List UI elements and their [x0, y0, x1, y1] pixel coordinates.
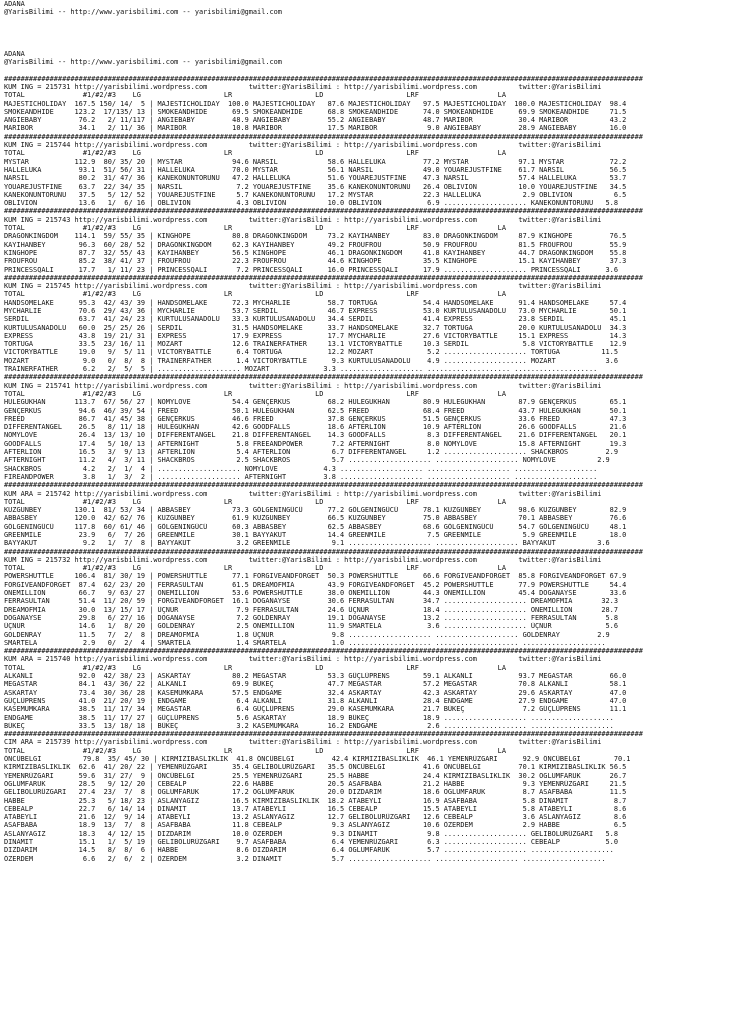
result-row: AFTERNIGHT 11.2 4/ 3/ 11 | SHACKBROS 2.5 SHACKBROS 5.7 .................... .................... NOMYLOVE 2.9 [4, 456, 610, 465]
result-row: GOLDENRAY 11.5 7/ 2/ 8 | DREAMOFMIA 1.8 ÜÇNUR 9.8 .................... .................... GOLDENRAY 2.9 [4, 630, 610, 639]
result-row: OBLIVION 13.6 1/ 6/ 16 | OBLIVION 4.3 OBLIVION 10.0 OBLIVION 6.9 .................... KANEKONUNTORUNU 5.8 [4, 199, 618, 208]
result-row: HABBE 25.3 5/ 18/ 23 | ASLANYAGIZ 16.5 KIRMIZIBASLIKLIK 18.2 ATABEYLI 16.9 ASAFBABA 5.8 DINAMIT 8.7 [4, 796, 627, 805]
column-header-row: TOTAL #1/#2/#3 LG LR LD LRF LA [4, 389, 506, 398]
result-row: FROUFROU 85.2 38/ 41/ 37 | FROUFROU 22.3 FROUFROU 44.6 KINGHOPE 35.5 KINGHOPE 15.1 KAYIHANBEY 37.3 [4, 257, 627, 266]
race-header: CIM ARA = 215739 http://yarisbilimi.wordpress.com twitter:@YarisBilimi : http://yarisbilimi.wordpress.com twitter:@YarisBilimi [4, 738, 602, 747]
result-row: SHACKBROS 4.2 2/ 1/ 4 | .................... NOMYLOVE 4.3 .................... .................... .................... [4, 464, 598, 473]
race-header: KUM ING = 215741 http://yarisbilimi.wordpress.com twitter:@YarisBilimi : http://yarisbilimi.wordpress.com twitter:@YarisBilimi [4, 381, 602, 390]
result-row: ONEMILLION 66.7 9/ 63/ 27 | ONEMILLION 53.6 POWERSHUTTLE 38.0 ONEMILLION 44.3 ONEMILLION 45.4 DOGANAYSE 33.6 [4, 589, 627, 598]
result-row: BÜKEÇ 33.5 13/ 18/ 18 | BÜKEÇ 3.2 KASEMUMKARA 16.2 ENDGAME 2.6 .................... .................... [4, 721, 614, 730]
column-header-row: TOTAL #1/#2/#3 LG LR LD LRF LA [4, 149, 506, 158]
result-row: SMOKEANDHIDE 123.2 17/135/ 13 | SMOKEANDHIDE 69.5 SMOKEANDHIDE 68.8 SMOKEANDHIDE 74.0 SMOKEANDHIDE 69.9 SMOKEANDHIDE 71.5 [4, 107, 627, 116]
column-header-row: TOTAL #1/#2/#3 LG LR LD LRF LA [4, 564, 506, 573]
result-row: SMARTELA 2.9 0/ 2/ 4 | SMARTELA 1.4 SMARTELA 1.0 .................... .................... .................... [4, 638, 606, 647]
result-row: YOUAREJUSTFINE 63.7 22/ 34/ 35 | NARSIL 7.2 YOUAREJUSTFINE 35.6 KANEKONUNTORUNU 26.4 OBLIVION 10.0 YOUAREJUSTFINE 34.5 [4, 182, 627, 191]
result-row: KASEMUMKARA 38.5 11/ 17/ 34 | MEGASTAR 6.4 GÜÇLÜPRENS 29.0 KASEMUMKARA 21.7 BÜKEÇ 7.2 GÜÇLÜPRENS 11.1 [4, 705, 627, 714]
separator-line: ########################################################################################################################################################## [4, 74, 643, 83]
result-row: HANDSOMELAKE 95.3 42/ 43/ 39 | HANDSOMELAKE 72.3 MYCHARLIE 58.7 TORTUGA 54.4 HANDSOMELAKE 91.4 HANDSOMELAKE 57.4 [4, 298, 627, 307]
race-header: KUM ING = 215745 http://yarisbilimi.wordpress.com twitter:@YarisBilimi : http://yarisbilimi.wordpress.com twitter:@YarisBilimi [4, 282, 602, 291]
result-row: ASLANYAGIZ 18.3 4/ 12/ 15 | DIZDARIM 10.0 ÖZERDEM 9.3 DINAMIT 9.8 .................... GELIBOLURÜZGARI 5.8 [4, 829, 618, 838]
result-row: EXPRESS 43.8 19/ 21/ 31 | EXPRESS 17.9 EXPRESS 17.7 MYCHARLIE 27.6 VICTORYBATTLE 15.1 EXPRESS 14.3 [4, 331, 627, 340]
race-header: KUM ARA = 215742 http://yarisbilimi.wordpress.com twitter:@YarisBilimi : http://yarisbilimi.wordpress.com twitter:@YarisBilimi [4, 489, 602, 498]
result-row: ENDGAME 38.5 11/ 17/ 27 | GÜÇLÜPRENS 5.6 ASKARTAY 18.9 BÜKEÇ 18.9 .................... .................... [4, 713, 614, 722]
page-header-line: ADANA [4, 0, 25, 8]
result-row: ÖNCÜBELGI 79.8 35/ 45/ 30 | KIRMIZIBASLIKLIK 41.8 ÖNCÜBELGI 42.4 KIRMIZIBASLIKLIK 46.1 YEMENRÜZGARI 92.9 ÖNCÜBELGI 70.1 [4, 755, 631, 764]
result-row: HALLELUKA 93.1 51/ 56/ 31 | HALLELUKA 70.0 MYSTAR 56.1 NARSIL 49.0 YOUAREJUSTFINE 61.7 NARSIL 56.5 [4, 165, 627, 174]
result-row: TRAINERFATHER 6.2 2/ 5/ 5 | .................... MOZART 3.3 .................... .................... .................... [4, 365, 598, 374]
blank-line [4, 17, 756, 25]
result-row: BAYYAKUT 9.2 1/ 7/ 8 | BAYYAKUT 3.2 GREENMILE 9.1 .................... .................... BAYYAKUT 3.6 [4, 539, 610, 548]
result-row: MAJESTICHOLIDAY 167.5 150/ 14/ 5 | MAJESTICHOLIDAY 100.0 MAJESTICHOLIDAY 87.6 MAJESTICHOLIDAY 97.5 MAJESTICHOLIDAY 100.0 MAJESTICHOLIDAY 98.4 [4, 99, 627, 108]
race-header: KUM ING = 215743 http://yarisbilimi.wordpress.com twitter:@YarisBilimi : http://yarisbilimi.wordpress.com twitter:@YarisBilimi [4, 215, 602, 224]
result-row: ASAFBABA 18.9 13/ 7/ 8 | ASAFBABA 11.8 CEBEALP 9.3 ASLANYAGIZ 10.6 ÖZERDEM 2.9 HABBE 6.5 [4, 821, 627, 830]
separator-line: ########################################################################################################################################################## [4, 730, 643, 739]
result-row: ÖZERDEM 6.6 2/ 6/ 2 | ÖZERDEM 3.2 DINAMIT 5.7 .................... .................... .................... [4, 854, 606, 863]
result-row: DIZDARIM 14.5 8/ 8/ 6 | HABBE 8.6 DIZDARIM 6.4 OGLUMFARUK 5.7 .................... .................... [4, 846, 614, 855]
result-row: FIREANDPOWER 3.8 1/ 3/ 2 | .................... AFTERNIGHT 3.8 .................... .................... .................... [4, 472, 598, 481]
separator-line: ########################################################################################################################################################## [4, 132, 643, 141]
result-row: FREED 86.7 41/ 45/ 38 | GENÇERKUS 46.6 FREED 37.8 GENÇERKUS 51.5 GENÇERKUS 33.6 FREED 47.3 [4, 414, 627, 423]
result-row: DIFFERENTANGEL 26.5 8/ 11/ 18 | HULEGUKHAN 42.6 GOODFALLS 18.6 AFTERLION 10.9 AFTERLION 26.6 GOODFALLS 21.6 [4, 423, 627, 432]
result-row: ABBASBEY 120.0 42/ 62/ 76 | KUZGUNBEY 61.9 KUZGUNBEY 66.5 KUZGUNBEY 75.0 ABBASBEY 70.1 ABBASBEY 76.6 [4, 514, 627, 523]
result-row: GREENMILE 23.9 6/ 7/ 26 | GREENMILE 30.1 BAYYAKUT 14.4 GREENMILE 7.5 GREENMILE 5.9 GREENMILE 18.0 [4, 531, 627, 539]
result-row: MARIBOR 34.1 2/ 11/ 36 | MARIBOR 10.8 MARIBOR 17.5 MARIBOR 9.0 ANGIEBABY 28.9 ANGIEBABY 16.0 [4, 124, 627, 133]
result-row: KUZGUNBEY 130.1 81/ 53/ 34 | ABBASBEY 73.3 GÖLGENINGÜCÜ 77.2 GÖLGENINGÜCÜ 78.1 KUZGUNBEY 98.6 KUZGUNBEY 82.9 [4, 506, 627, 515]
result-row: GOODFALLS 17.4 5/ 10/ 13 | AFTERNIGHT 5.8 FREEANDPOWER 7.2 AFTERNIGHT 8.0 NOMYLOVE 15.8 AFTERNIGHT 19.3 [4, 439, 627, 448]
separator-line: ########################################################################################################################################################## [4, 207, 643, 216]
result-row: ALKANLI 92.0 42/ 38/ 23 | ASKARTAY 80.2 MEGASTAR 53.3 GÜÇLÜPRENS 59.1 ALKANLI 93.7 MEGASTAR 66.0 [4, 672, 627, 681]
result-row: SERDIL 63.7 41/ 24/ 23 | KURTULUSANADOLU 33.3 KURTULUSANADOLU 34.4 SERDIL 41.4 EXPRESS 23.8 SERDIL 45.1 [4, 315, 627, 324]
race-header: KUM ARA = 215740 http://yarisbilimi.wordpress.com twitter:@YarisBilimi : http://yarisbilimi.wordpress.com twitter:@YarisBilimi [4, 655, 602, 664]
result-row: ATABEYLI 21.6 12/ 9/ 14 | ATABEYLI 13.2 ASLANYAGIZ 12.7 GELIBOLURÜZGARI 12.6 CEBEALP 3.6 ASLANYAGIZ 8.6 [4, 813, 627, 822]
result-row: GENÇERKUS 94.6 46/ 39/ 54 | FREED 50.1 HULEGUKHAN 62.5 FREED 68.4 FREED 43.7 HULEGUKHAN 50.1 [4, 406, 627, 415]
race-header: KUM ING = 215731 http://yarisbilimi.wordpress.com twitter:@YarisBilimi : http://yarisbilimi.wordpress.com twitter:@YarisBilimi [4, 82, 602, 91]
blank-line [4, 66, 756, 74]
column-header-row: TOTAL #1/#2/#3 LG LR LD LRF LA [4, 224, 506, 233]
separator-line: ########################################################################################################################################################## [4, 273, 643, 282]
result-row: GÜÇLÜPRENS 41.0 21/ 20/ 19 | ENDGAME 6.4 ALKANLI 31.8 ALKANLI 28.4 ENDGAME 27.9 ENDGAME 47.0 [4, 696, 627, 705]
result-row: MYCHARLIE 70.6 29/ 43/ 36 | MYCHARLIE 53.7 SERDIL 46.7 EXPRESS 53.0 KURTULUSANADOLU 73.0 MYCHARLIE 50.1 [4, 306, 627, 315]
result-row: KINGHOPE 87.7 32/ 55/ 43 | KAYIHANBEY 56.5 KINGHOPE 46.1 DRAGONKINGDOM 41.8 KAYIHANBEY 44.7 DRAGONKINGDOM 55.8 [4, 248, 627, 257]
separator-line: ########################################################################################################################################################## [4, 647, 643, 656]
result-row: OGLUMFARUK 28.5 9/ 12/ 20 | CEBEALP 22.6 HABBE 20.5 ASAFBABA 21.2 HABBE 9.3 YEMENRÜZGARI 21.5 [4, 779, 627, 788]
column-header-row: TOTAL #1/#2/#3 LG LR LD LRF LA [4, 497, 506, 506]
result-row: KAYIHANBEY 96.3 60/ 28/ 52 | DRAGONKINGDOM 62.3 KAYIHANBEY 49.2 FROUFROU 50.9 FROUFROU 81.5 FROUFROU 55.9 [4, 240, 627, 249]
result-row: YEMENRÜZGARI 59.6 31/ 27/ 9 | ÖNCÜBELGI 25.5 YEMENRÜZGARI 25.5 HABBE 24.4 KIRMIZIBASLIKLIK 30.2 OGLUMFARUK 26.7 [4, 771, 627, 780]
result-row: KURTULUSANADOLU 60.0 25/ 25/ 26 | SERDIL 31.5 HANDSOMELAKE 33.7 HANDSOMELAKE 32.7 TORTUGA 20.0 KURTULUSANADOLU 34.3 [4, 323, 627, 332]
result-row: FERRASULTAN 51.4 11/ 20/ 59 | FORGIVEANDFORGET 16.1 DOGANAYSE 30.6 FERRASULTAN 34.7 .................... DREAMOFMIA 32.3 [4, 597, 618, 606]
result-row: TORTUGA 33.5 23/ 16/ 11 | MOZART 12.6 TRAINERFATHER 13.1 VICTORYBATTLE 10.3 SERDIL 5.8 VICTORYBATTLE 12.9 [4, 340, 627, 349]
result-row: VICTORYBATTLE 19.0 9/ 5/ 11 | VICTORYBATTLE 6.4 TORTUGA 12.2 MOZART 5.2 .................... TORTUGA 11.5 [4, 348, 618, 357]
result-row: ANGIEBABY 76.2 2/ 11/117 | ANGIEBABY 48.9 ANGIEBABY 55.2 ANGIEBABY 48.7 MARIBOR 30.4 MARIBOR 43.2 [4, 116, 627, 125]
result-row: GELIBOLURÜZGARI 27.4 23/ 7/ 8 | OGLUMFARUK 17.2 OGLUMFARUK 20.0 DIZDARIM 18.6 OGLUMFARUK 8.7 ASAFBABA 11.5 [4, 788, 627, 797]
result-row: HULEGUKHAN 113.7 67/ 56/ 27 | NOMYLOVE 54.4 GENÇERKUS 68.2 HULEGUKHAN 80.9 HULEGUKHAN 87.9 GENÇERKUS 65.1 [4, 398, 627, 407]
column-header-row: TOTAL #1/#2/#3 LG LR LD LRF LA [4, 746, 506, 755]
result-row: ASKARTAY 73.4 30/ 36/ 28 | KASEMUMKARA 57.5 ENDGAME 32.4 ASKARTAY 42.3 ASKARTAY 29.6 ASKARTAY 47.0 [4, 688, 627, 697]
result-row: CEBEALP 22.7 6/ 14/ 14 | DINAMIT 13.7 ATABEYLI 16.5 CEBEALP 15.5 ATABEYLI 5.8 ATABEYLI 8.6 [4, 804, 627, 813]
separator-line: ########################################################################################################################################################## [4, 373, 643, 382]
result-row: ÜÇNUR 14.6 1/ 8/ 20 | GOLDENRAY 2.5 ONEMILLION 11.9 SMARTELA 3.6 .................... ÜÇNUR 5.6 [4, 622, 618, 631]
result-row: DOGANAYSE 29.8 6/ 27/ 16 | DOGANAYSE 7.2 GOLDENRAY 19.1 DOGANAYSE 13.2 .................... FERRASULTAN 5.8 [4, 613, 618, 622]
result-row: FORGIVEANDFORGET 87.4 62/ 23/ 20 | FERRASULTAN 61.5 DREAMOFMIA 43.9 FORGIVEANDFORGET 45.2 POWERSHUTTLE 77.9 POWERSHUTTLE 54.4 [4, 580, 627, 589]
result-row: DINAMIT 15.1 1/ 5/ 19 | GELIBOLURÜZGARI 9.7 ASAFBABA 6.4 YEMENRÜZGARI 6.3 .................... CEBEALP 5.0 [4, 837, 618, 846]
result-row: MYSTAR 112.9 80/ 35/ 20 | MYSTAR 94.6 NARSIL 58.6 HALLELUKA 77.2 MYSTAR 97.1 MYSTAR 72.2 [4, 157, 627, 166]
blank-line [4, 41, 756, 49]
result-row: MOZART 9.0 0/ 8/ 8 | TRAINERFATHER 1.4 VICTORYBATTLE 9.3 KURTULUSANADOLU 4.9 .................... MOZART 3.6 [4, 356, 618, 365]
column-header-row: TOTAL #1/#2/#3 LG LR LD LRF LA [4, 290, 506, 299]
result-row: AFTERLION 16.5 3/ 9/ 13 | AFTERLION 5.4 AFTERLION 6.7 DIFFERENTANGEL 1.2 .................... SHACKBROS 2.9 [4, 448, 618, 457]
column-header-row: TOTAL #1/#2/#3 LG LR LD LRF LA [4, 91, 506, 100]
race-header: KUM ING = 215744 http://yarisbilimi.wordpress.com twitter:@YarisBilimi : http://yarisbilimi.wordpress.com twitter:@YarisBilimi [4, 141, 602, 150]
column-header-row: TOTAL #1/#2/#3 LG LR LD LRF LA [4, 663, 506, 672]
result-row: NOMYLOVE 26.4 13/ 13/ 10 | DIFFERENTANGEL 21.8 DIFFERENTANGEL 14.3 GOODFALLS 8.3 DIFFERENTANGEL 21.6 DIFFERENTANGEL 20.1 [4, 431, 627, 440]
result-row: KANEKONUNTORUNU 37.5 5/ 12/ 52 | YOUAREJUSTFINE 5.7 KANEKONUNTORUNU 17.2 MYSTAR 22.3 HALLELUKA 2.9 OBLIVION 6.5 [4, 190, 627, 199]
result-row: PRINCESSQALI 17.7 1/ 11/ 23 | PRINCESSQALI 7.2 PRINCESSQALI 16.0 PRINCESSQALI 17.9 .................... PRINCESSQALI 3.6 [4, 265, 618, 274]
page-header-line: @YarisBilimi -- http://www.yarisbilimi.com -- yarisbilimi@gmail.com [4, 58, 282, 67]
result-row: DREAMOFMIA 30.0 13/ 15/ 17 | ÜÇNUR 7.9 FERRASULTAN 24.6 ÜÇNUR 18.4 .................... ONEMILLION 28.7 [4, 605, 618, 614]
blank-line [4, 33, 756, 41]
blank-line [4, 25, 756, 33]
race-header: KUM ING = 215732 http://yarisbilimi.wordpress.com twitter:@YarisBilimi : http://yarisbilimi.wordpress.com twitter:@YarisBilimi [4, 555, 602, 564]
separator-line: ########################################################################################################################################################## [4, 547, 643, 556]
separator-line: ########################################################################################################################################################## [4, 481, 643, 490]
result-row: NARSIL 80.2 31/ 47/ 36 | KANEKONUNTORUNU 47.2 HALLELUKA 51.6 YOUAREJUSTFINE 47.3 NARSIL 57.4 HALLELUKA 53.7 [4, 174, 627, 183]
result-row: DRAGONKINGDOM 114.1 59/ 55/ 35 | KINGHOPE 80.8 DRAGONKINGDOM 73.2 KAYIHANBEY 83.0 DRAGONKINGDOM 87.9 KINGHOPE 76.5 [4, 232, 627, 241]
result-row: GÖLGENINGÜCÜ 117.8 60/ 61/ 46 | GÖLGENINGÜCÜ 60.3 ABBASBEY 62.5 ABBASBEY 68.6 GÖLGENINGÜCÜ 54.7 GÖLGENINGÜCÜ 48.1 [4, 522, 627, 531]
page-header-line: @YarisBilimi -- http://www.yarisbilimi.com -- yarisbilimi@gmail.com [4, 8, 282, 17]
result-row: MEGASTAR 84.1 43/ 36/ 22 | ALKANLI 69.9 BÜKEÇ 47.7 MEGASTAR 57.2 MEGASTAR 70.8 ALKANLI 58.1 [4, 680, 627, 689]
page-header-line: ADANA [4, 49, 25, 58]
result-row: POWERSHUTTLE 106.4 81/ 30/ 19 | POWERSHUTTLE 77.1 FORGIVEANDFORGET 50.3 POWERSHUTTLE 66.6 FORGIVEANDFORGET 85.8 FORGIVEANDFORGET 67.9 [4, 572, 627, 581]
result-row: KIRMIZIBASLIKLIK 62.6 41/ 20/ 22 | YEMENRÜZGARI 35.4 GELIBOLURÜZGARI 35.5 ÖNCÜBELGI 41.6 ÖNCÜBELGI 70.1 KIRMIZIBASLIKLIK 56.5 [4, 763, 627, 772]
